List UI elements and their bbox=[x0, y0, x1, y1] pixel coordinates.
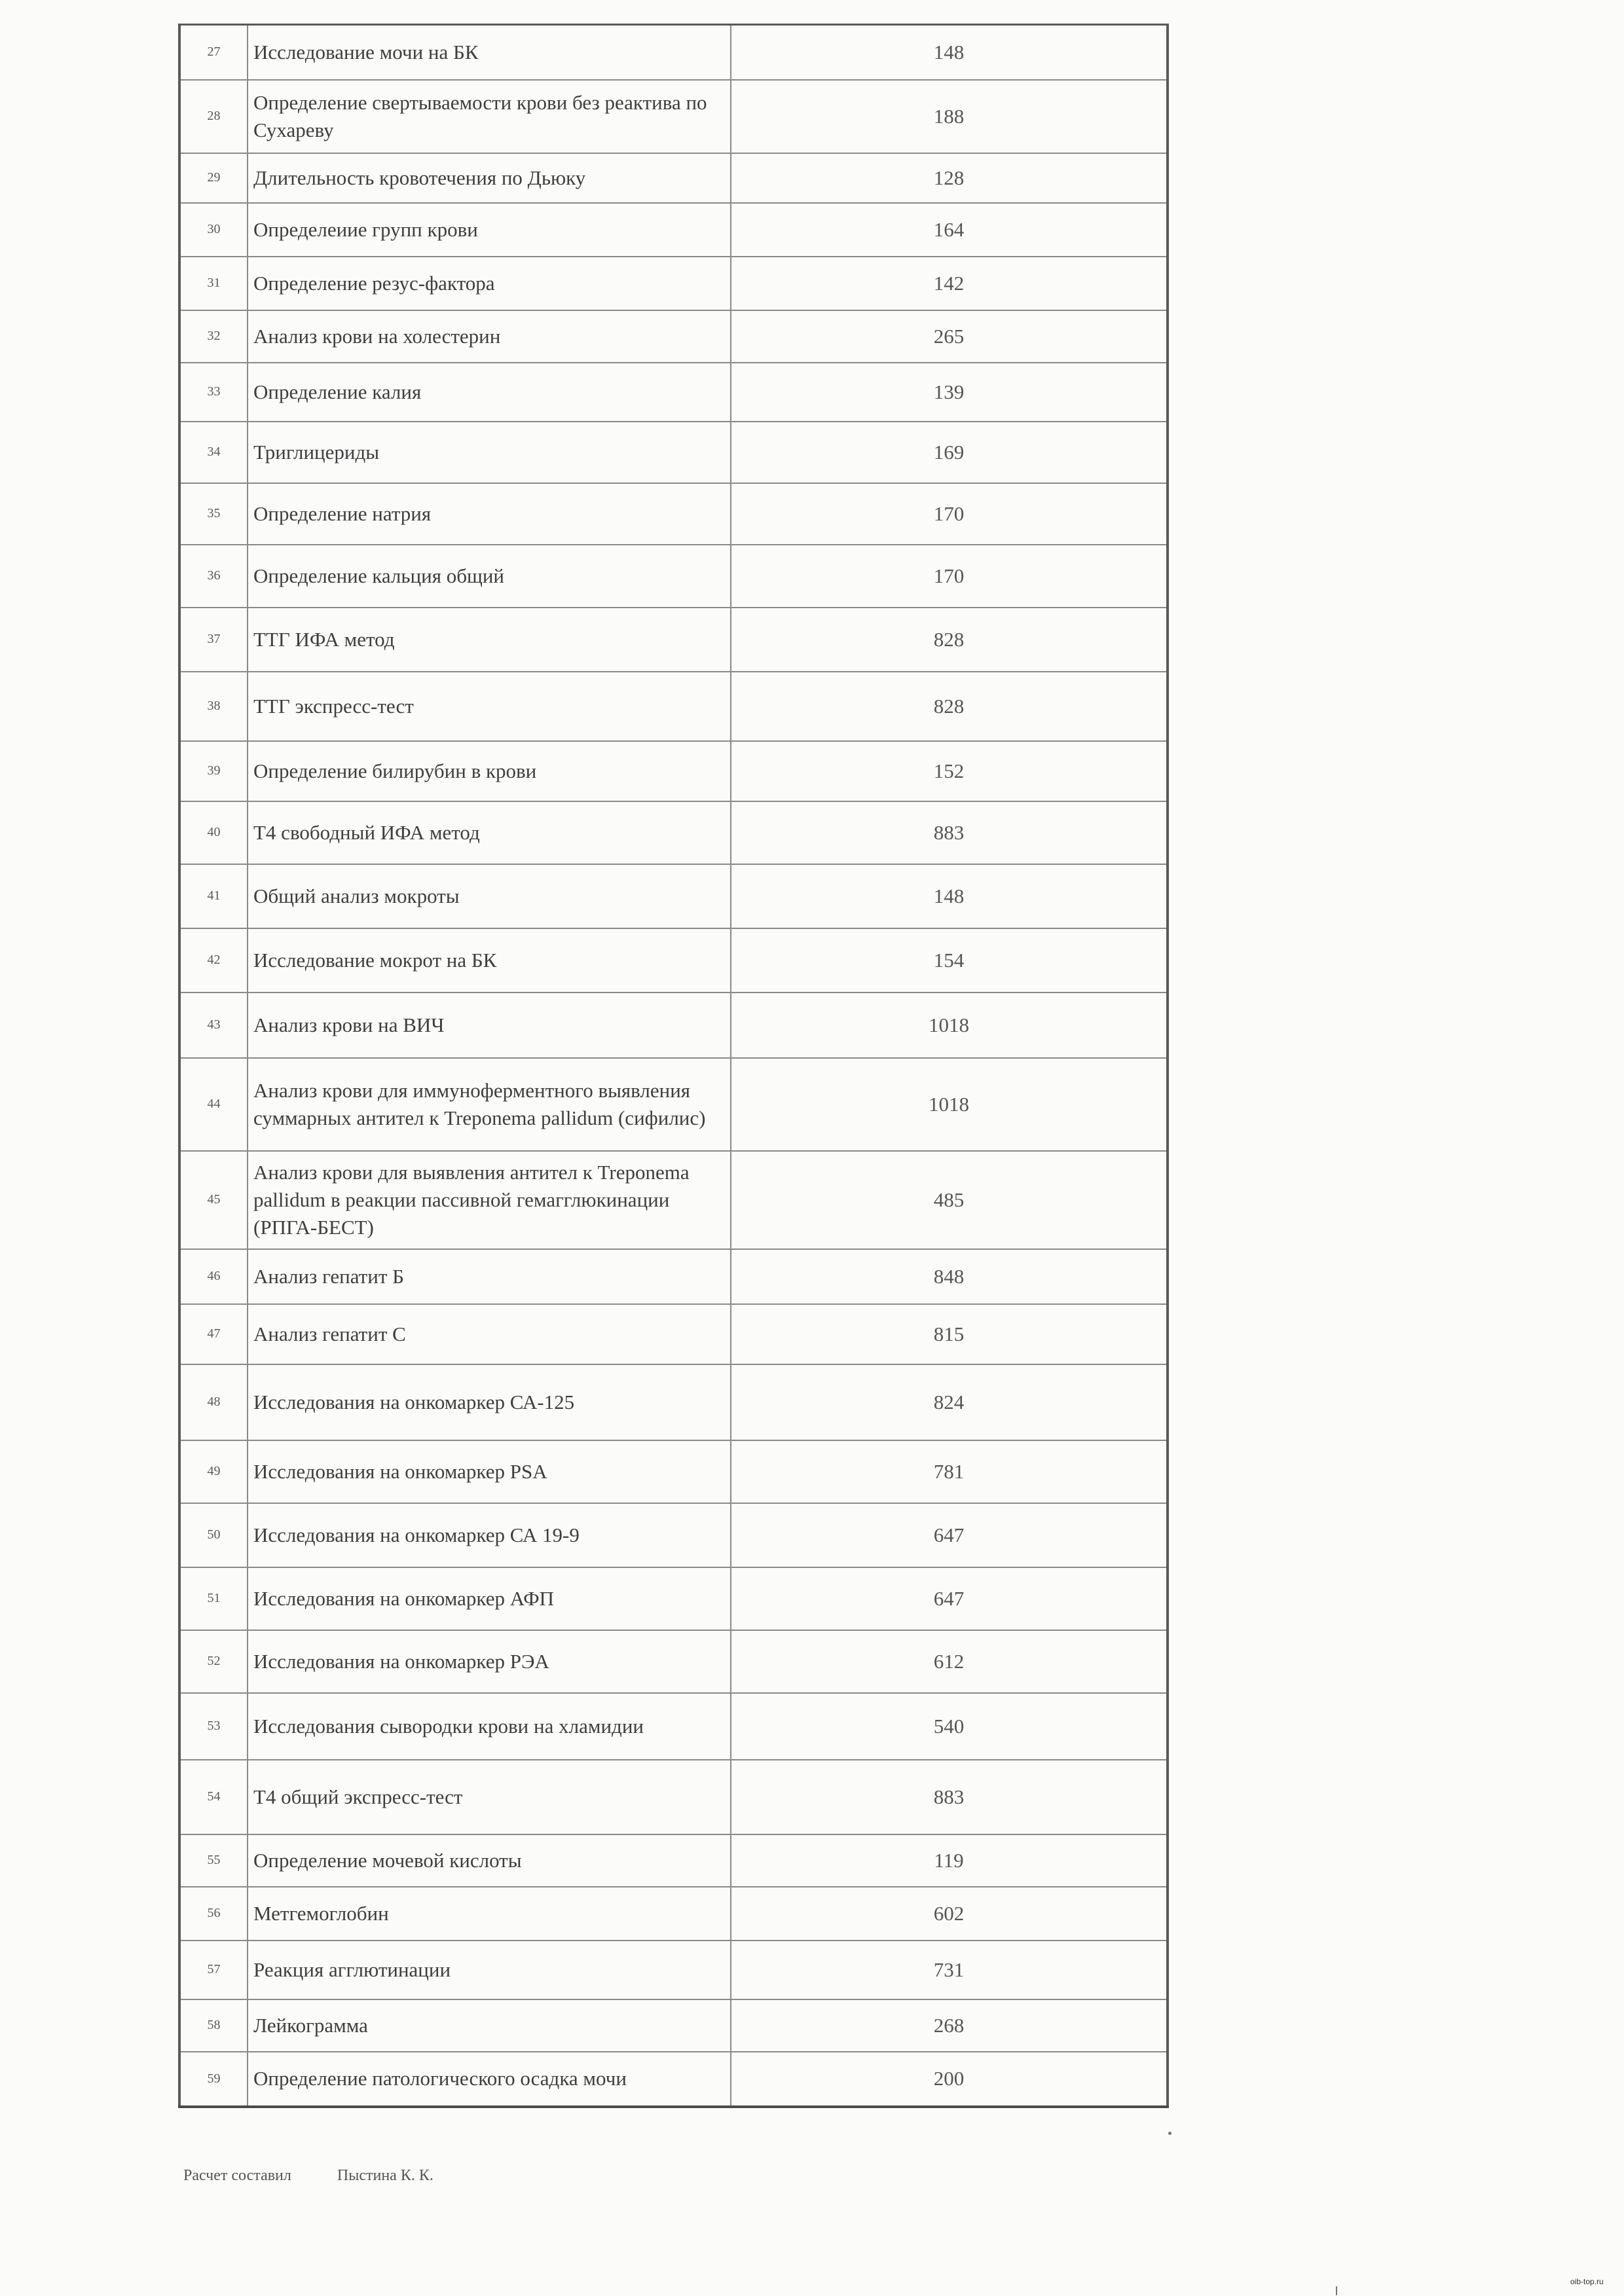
table-row bbox=[179, 608, 1168, 672]
row-number: 31 bbox=[179, 257, 248, 310]
service-name: Определение мочевой кислоты bbox=[248, 1834, 731, 1887]
service-name: Анализ крови на ВИЧ bbox=[248, 993, 731, 1058]
service-price: 164 bbox=[731, 203, 1168, 257]
service-name: Определение калия bbox=[248, 363, 731, 422]
service-name: Определение патологического осадка мочи bbox=[248, 2052, 731, 2107]
service-price: 602 bbox=[731, 1887, 1168, 1941]
row-number: 51 bbox=[179, 1567, 248, 1630]
row-number: 48 bbox=[179, 1364, 248, 1440]
table-row bbox=[179, 993, 1168, 1058]
row-number: 52 bbox=[179, 1630, 248, 1693]
service-price: 828 bbox=[731, 672, 1168, 741]
row-number: 39 bbox=[179, 741, 248, 801]
service-name: Триглицериды bbox=[248, 422, 731, 483]
table-row bbox=[179, 80, 1168, 153]
service-price: 148 bbox=[731, 25, 1168, 80]
row-number: 33 bbox=[179, 363, 248, 422]
service-price: 170 bbox=[731, 483, 1168, 545]
service-name: Анализ крови для выявления антител к Treponema pallidum в реакции пассивной гемагглюкинации (РПГА-БЕСТ) bbox=[248, 1151, 731, 1249]
row-number: 28 bbox=[179, 80, 248, 153]
service-name: Определение свертываемости крови без реактива по Сухареву bbox=[248, 80, 731, 153]
service-price: 154 bbox=[731, 928, 1168, 993]
table-row bbox=[179, 1693, 1168, 1760]
service-price: 169 bbox=[731, 422, 1168, 483]
row-number: 57 bbox=[179, 1941, 248, 1999]
table-row bbox=[179, 257, 1168, 310]
row-number: 46 bbox=[179, 1249, 248, 1304]
row-number: 42 bbox=[179, 928, 248, 993]
service-price: 265 bbox=[731, 310, 1168, 363]
service-price: 815 bbox=[731, 1304, 1168, 1364]
row-number: 41 bbox=[179, 864, 248, 928]
row-number: 53 bbox=[179, 1693, 248, 1760]
service-name: Метгемоглобин bbox=[248, 1887, 731, 1941]
service-price: 824 bbox=[731, 1364, 1168, 1440]
table-row bbox=[179, 363, 1168, 422]
table-row bbox=[179, 1834, 1168, 1887]
table-row bbox=[179, 1503, 1168, 1567]
service-price: 170 bbox=[731, 545, 1168, 608]
table-row bbox=[179, 672, 1168, 741]
service-price: 128 bbox=[731, 153, 1168, 203]
signature-person: Пыстина К. К. bbox=[337, 2167, 434, 2184]
scan-speck bbox=[1168, 2132, 1172, 2135]
table-row bbox=[179, 1151, 1168, 1249]
service-price: 485 bbox=[731, 1151, 1168, 1249]
service-name: Определение билирубин в крови bbox=[248, 741, 731, 801]
table-row bbox=[179, 1364, 1168, 1440]
row-number: 40 bbox=[179, 801, 248, 864]
service-name: Длительность кровотечения по Дьюку bbox=[248, 153, 731, 203]
row-number: 56 bbox=[179, 1887, 248, 1941]
table-body bbox=[179, 25, 1168, 2107]
service-name: Исследования сывородки крови на хламидии bbox=[248, 1693, 731, 1760]
table-row bbox=[179, 1999, 1168, 2052]
service-name: Исследование мочи на БК bbox=[248, 25, 731, 80]
service-price: 781 bbox=[731, 1440, 1168, 1503]
service-price: 848 bbox=[731, 1249, 1168, 1304]
service-price: 540 bbox=[731, 1693, 1168, 1760]
price-table bbox=[178, 24, 1169, 2108]
table-row bbox=[179, 864, 1168, 928]
service-price: 188 bbox=[731, 80, 1168, 153]
row-number: 29 bbox=[179, 153, 248, 203]
row-number: 30 bbox=[179, 203, 248, 257]
table-row bbox=[179, 310, 1168, 363]
service-price: 647 bbox=[731, 1567, 1168, 1630]
service-name: Исследования на онкомаркер СА 19-9 bbox=[248, 1503, 731, 1567]
table-row bbox=[179, 483, 1168, 545]
table-row bbox=[179, 545, 1168, 608]
table-row bbox=[179, 1249, 1168, 1304]
row-number: 37 bbox=[179, 608, 248, 672]
table-row bbox=[179, 928, 1168, 993]
service-price: 828 bbox=[731, 608, 1168, 672]
service-price: 119 bbox=[731, 1834, 1168, 1887]
row-number: 58 bbox=[179, 1999, 248, 2052]
table-row bbox=[179, 1058, 1168, 1151]
table-row bbox=[179, 1887, 1168, 1941]
service-name: Анализ гепатит Б bbox=[248, 1249, 731, 1304]
service-price: 1018 bbox=[731, 993, 1168, 1058]
row-number: 54 bbox=[179, 1760, 248, 1834]
row-number: 35 bbox=[179, 483, 248, 545]
service-name: Исследования на онкомаркер АФП bbox=[248, 1567, 731, 1630]
table-row bbox=[179, 25, 1168, 80]
service-name: Анализ крови для иммуноферментного выявления суммарных антител к Treponema pallidum (сифилис) bbox=[248, 1058, 731, 1151]
table-row bbox=[179, 203, 1168, 257]
row-number: 36 bbox=[179, 545, 248, 608]
scan-speck bbox=[1336, 2286, 1337, 2295]
row-number: 34 bbox=[179, 422, 248, 483]
service-name: Определение кальция общий bbox=[248, 545, 731, 608]
service-name: Т4 свободный ИФА метод bbox=[248, 801, 731, 864]
table-row bbox=[179, 2052, 1168, 2107]
service-name: Исследование мокрот на БК bbox=[248, 928, 731, 993]
service-price: 883 bbox=[731, 1760, 1168, 1834]
table-row bbox=[179, 422, 1168, 483]
service-name: Реакция агглютинации bbox=[248, 1941, 731, 1999]
row-number: 38 bbox=[179, 672, 248, 741]
row-number: 27 bbox=[179, 25, 248, 80]
service-name: ТТГ экспресс-тест bbox=[248, 672, 731, 741]
service-name: Т4 общий экспресс-тест bbox=[248, 1760, 731, 1834]
service-name: Определеиие групп крови bbox=[248, 203, 731, 257]
service-price: 142 bbox=[731, 257, 1168, 310]
table-row bbox=[179, 801, 1168, 864]
row-number: 49 bbox=[179, 1440, 248, 1503]
service-name: Определение резус-фактора bbox=[248, 257, 731, 310]
row-number: 50 bbox=[179, 1503, 248, 1567]
table-row bbox=[179, 1941, 1168, 1999]
row-number: 45 bbox=[179, 1151, 248, 1249]
table-row bbox=[179, 1760, 1168, 1834]
service-price: 883 bbox=[731, 801, 1168, 864]
row-number: 43 bbox=[179, 993, 248, 1058]
service-price: 139 bbox=[731, 363, 1168, 422]
service-price: 268 bbox=[731, 1999, 1168, 2052]
service-name: Общий анализ мокроты bbox=[248, 864, 731, 928]
table-row bbox=[179, 153, 1168, 203]
table-row bbox=[179, 1630, 1168, 1693]
service-price: 148 bbox=[731, 864, 1168, 928]
signature-label: Расчет составил bbox=[183, 2167, 291, 2184]
service-price: 612 bbox=[731, 1630, 1168, 1693]
service-price: 200 bbox=[731, 2052, 1168, 2107]
service-name: Исследования на онкомаркер РЭА bbox=[248, 1630, 731, 1693]
service-name: Исследования на онкомаркер PSA bbox=[248, 1440, 731, 1503]
service-name: Определение натрия bbox=[248, 483, 731, 545]
row-number: 47 bbox=[179, 1304, 248, 1364]
row-number: 55 bbox=[179, 1834, 248, 1887]
service-name: Анализ крови на холестерин bbox=[248, 310, 731, 363]
watermark-text: oib-top.ru bbox=[1570, 2277, 1604, 2286]
service-price: 647 bbox=[731, 1503, 1168, 1567]
row-number: 32 bbox=[179, 310, 248, 363]
table-row bbox=[179, 1304, 1168, 1364]
row-number: 44 bbox=[179, 1058, 248, 1151]
table-row bbox=[179, 1567, 1168, 1630]
table-row bbox=[179, 1440, 1168, 1503]
service-name: ТТГ ИФА метод bbox=[248, 608, 731, 672]
service-name: Анализ гепатит С bbox=[248, 1304, 731, 1364]
service-name: Лейкограмма bbox=[248, 1999, 731, 2052]
signature bbox=[183, 2167, 434, 2185]
row-number: 59 bbox=[179, 2052, 248, 2107]
service-price: 1018 bbox=[731, 1058, 1168, 1151]
service-price: 731 bbox=[731, 1941, 1168, 1999]
service-price: 152 bbox=[731, 741, 1168, 801]
service-name: Исследования на онкомаркер СА-125 bbox=[248, 1364, 731, 1440]
table-row bbox=[179, 741, 1168, 801]
